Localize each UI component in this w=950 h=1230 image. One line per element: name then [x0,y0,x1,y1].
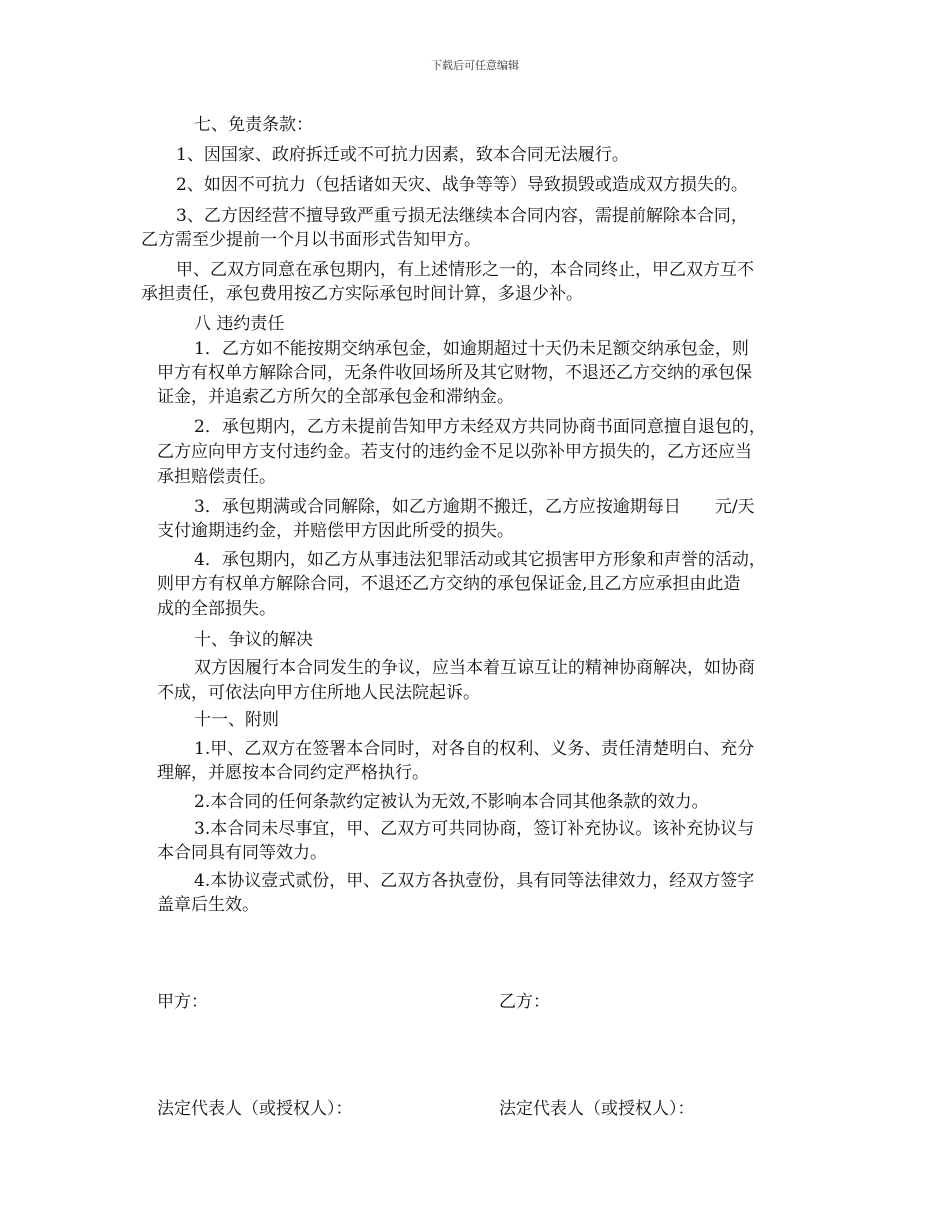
clause-8-2-cont1: 乙方应向甲方支付违约金。若支付的违约金不足以弥补甲方损失的，乙方还应当 [157,442,752,462]
clause-11-2: 2.本合同的任何条款约定被认为无效,不影响本合同其他条款的效力。 [194,792,709,812]
party-a-label: 甲方： [157,992,208,1012]
clause-8-1-cont2: 证金，并追索乙方所欠的全部承包金和滞纳金。 [157,387,514,407]
paragraph-termination-cont: 承担责任，承包费用按乙方实际承包时间计算，多退少补。 [141,284,583,304]
clause-8-2: 2．承包期内，乙方未提前告知甲方未经双方共同协商书面同意擅自退包的， [194,417,766,437]
section-8-heading: 八 违约责任 [194,314,285,334]
clause-8-1: 1．乙方如不能按期交纳承包金，如逾期超过十天仍未足额交纳承包金，则 [194,339,749,359]
clause-11-3: 3.本合同未尽事宜，甲、乙双方可共同协商，签订补充协议。该补充协议与 [194,819,755,839]
page-header: 下载后可任意编辑 [431,59,519,72]
clause-11-4-cont: 盖章后生效。 [157,895,259,915]
clause-10-cont: 不成，可依法向甲方住所地人民法院起诉。 [157,683,480,703]
party-a-representative-label: 法定代表人（或授权人）： [157,1099,353,1119]
clause-8-4-cont2: 成的全部损失。 [157,599,276,619]
clause-8-2-cont2: 承担赔偿责任。 [157,467,276,487]
clause-11-1: 1.甲、乙双方在签署本合同时，对各自的权利、义务、责任清楚明白、充分 [194,739,755,759]
clause-11-3-cont: 本合同具有同等效力。 [157,843,327,863]
clause-7-3: 3、乙方因经营不擅导致严重亏损无法继续本合同内容，需提前解除本合同， [176,206,748,226]
clause-8-4: 4．承包期内，如乙方从事违法犯罪活动或其它损害甲方形象和声誉的活动， [194,550,766,570]
clause-10: 双方因履行本合同发生的争议，应当本着互谅互让的精神协商解决，如协商 [194,658,755,678]
section-10-heading: 十、争议的解决 [194,630,313,650]
clause-7-1: 1、因国家、政府拆迁或不可抗力因素，致本合同无法履行。 [176,145,629,165]
clause-11-1-cont: 理解，并愿按本合同约定严格执行。 [157,763,429,783]
section-11-heading: 十一、附则 [194,710,279,730]
party-b-label: 乙方： [499,992,550,1012]
clause-7-2: 2、如因不可抗力（包括诸如天灾、战争等等）导致损毁或造成双方损失的。 [176,175,748,195]
clause-8-4-cont1: 则甲方有权单方解除合同，不退还乙方交纳的承包保证金,且乙方应承担由此造 [157,574,741,594]
clause-11-4: 4.本协议壹式贰份，甲、乙双方各执壹份，具有同等法律效力，经双方签字 [194,871,755,891]
paragraph-termination: 甲、乙双方同意在承包期内，有上述情形之一的，本合同终止，甲乙双方互不 [176,260,754,280]
clause-8-3: 3．承包期满或合同解除，如乙方逾期不搬迁，乙方应按逾期每日 元/天 [194,497,755,517]
clause-8-1-cont1: 甲方有权单方解除合同，无条件收回场所及其它财物，不退还乙方交纳的承包保 [157,363,752,383]
clause-8-3-cont: 支付逾期违约金，并赔偿甲方因此所受的损失。 [157,521,514,541]
party-b-representative-label: 法定代表人（或授权人）： [499,1099,695,1119]
clause-7-3-cont: 乙方需至少提前一个月以书面形式告知甲方。 [141,230,481,250]
section-7-heading: 七、免责条款： [194,115,313,135]
